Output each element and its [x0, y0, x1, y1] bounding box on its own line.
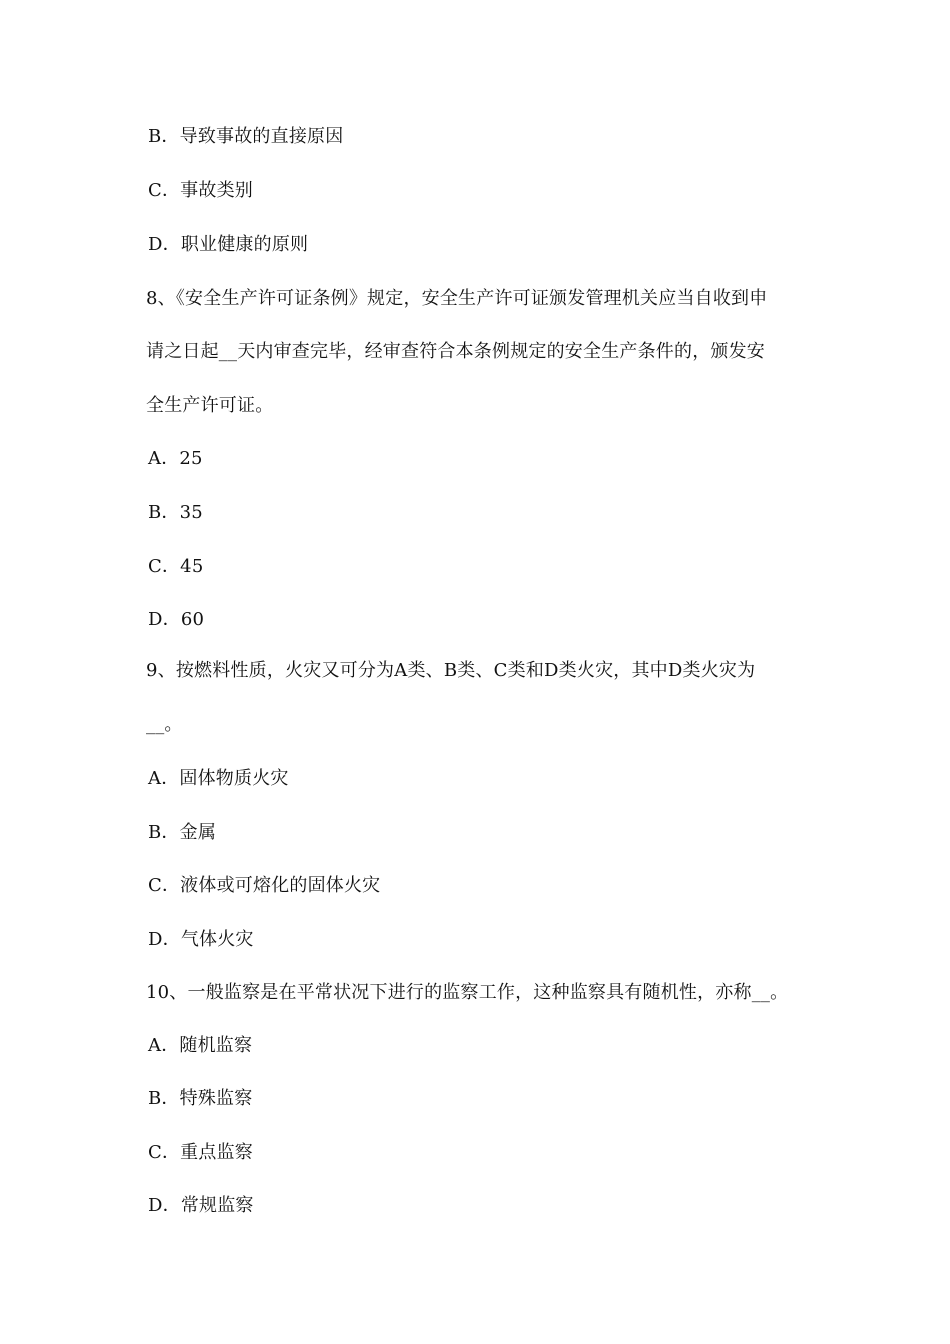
question-8-line-3: 全生产许可证。 [146, 395, 274, 416]
option-7d: D．职业健康的原则 [148, 234, 309, 255]
option-10a: A．随机监察 [148, 1035, 253, 1056]
question-9-line-1: 9、按燃料性质，火灾又可分为A类、B类、C类和D类火灾，其中D类火灾为 [146, 660, 756, 681]
option-8d: D．60 [148, 609, 205, 630]
option-9b: B．金属 [148, 822, 217, 843]
option-7c: C．事故类别 [148, 180, 253, 201]
question-9-line-2: __。 [146, 714, 183, 735]
option-8c: C．45 [148, 556, 204, 577]
option-8a: A．25 [148, 448, 203, 469]
option-8b: B．35 [148, 502, 203, 523]
question-8-line-1: 8、《安全生产许可证条例》规定，安全生产许可证颁发管理机关应当自收到申 [146, 288, 768, 309]
option-10c: C．重点监察 [148, 1142, 253, 1163]
question-8-line-2: 请之日起__天内审查完毕，经审查符合本条例规定的安全生产条件的，颁发安 [146, 341, 765, 362]
option-10d: D．常规监察 [148, 1195, 254, 1216]
option-9d: D．气体火灾 [148, 929, 254, 950]
option-10b: B．特殊监察 [148, 1088, 253, 1109]
option-9c: C．液体或可熔化的固体火灾 [148, 875, 381, 896]
question-10: 10、一般监察是在平常状况下进行的监察工作，这种监察具有随机性，亦称__。 [146, 982, 789, 1003]
option-7b: B．导致事故的直接原因 [148, 126, 344, 147]
option-9a: A．固体物质火灾 [148, 768, 289, 789]
